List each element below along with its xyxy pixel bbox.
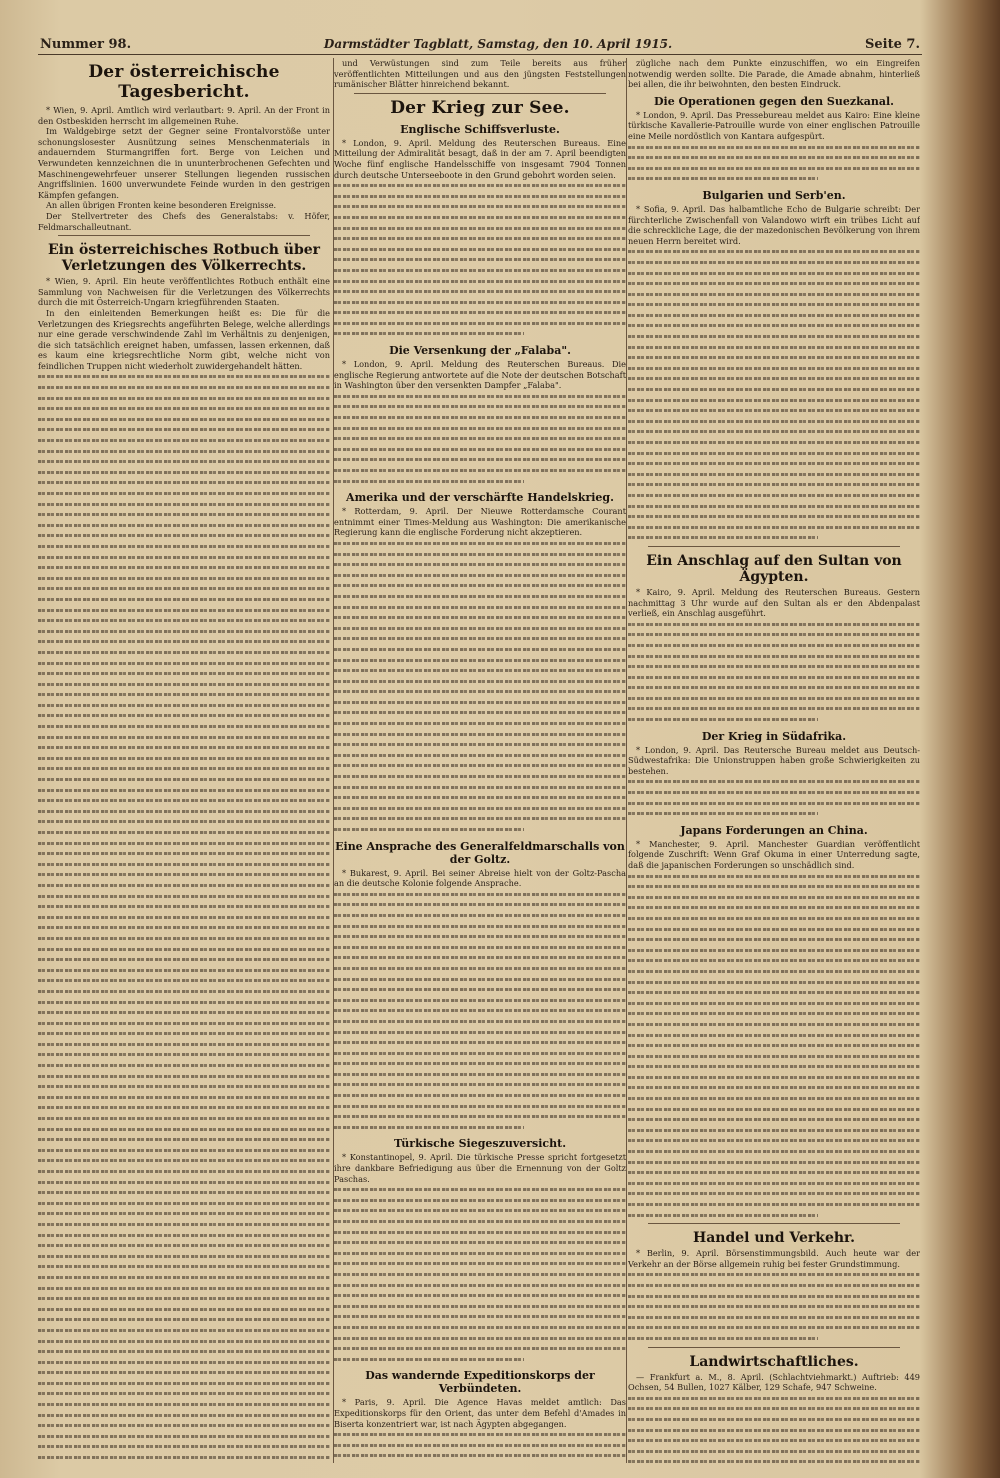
- subheadline-goltz: Eine Ansprache des Generalfeldmarschalls von der Goltz.: [335, 839, 625, 866]
- article-paragraph: — Frankfurt a. M., 8. April. (Schlachtviehmarkt.) Auftrieb: 449 Ochsen, 54 Bullen, 1027 Kälber, 129 Schafe, 947 Schweine.: [628, 1371, 920, 1393]
- article-paragraph: * Paris, 9. April. Die Agence Havas meldet amtlich: Das Expeditionskorps für den Orient, das unter dem Befehl d'Amades in Biserta konzentriert war, ist nach Ägypten abgegangen.: [334, 1397, 626, 1429]
- subheadline-falaba: Die Versenkung der „Falaba".: [389, 344, 571, 358]
- column-2: [334, 58, 626, 1463]
- article-signature: Der Stellvertreter des Chefs des Generalstabs: v. Höfer, Feldmarschalleutnant.: [38, 210, 330, 232]
- section-separator: [354, 93, 606, 94]
- body-text-block: [628, 776, 920, 818]
- subheadline-expeditionskorps: Das wandernde Expeditionskorps der Verbündeten.: [365, 1369, 595, 1396]
- headline-handel: Handel und Verkehr.: [693, 1230, 855, 1247]
- section-separator: [648, 1223, 900, 1224]
- body-text-block: [628, 142, 920, 184]
- subheadline-tuerkische: Türkische Siegeszuversicht.: [393, 1137, 567, 1151]
- article-paragraph: * Manchester, 9. April. Manchester Guardian veröffentlicht folgende Zuschrift: Wenn Graf Okuma in einer Unterredung sagte, daß die japanischen Forderungen so unschädlich sind.: [628, 838, 920, 870]
- column-1: [38, 58, 330, 1463]
- body-text-block: [628, 1269, 920, 1343]
- article-paragraph: * London, 9. April. Meldung des Reuterschen Bureaus. Eine Mitteilung der Admiralität besagt, daß in der am 7. April beendigten Woche fünf englische Handelsschiffe von insgesamt 7904 Tonnen durch deutsche Unterseeboote in den Grund gebohrt worden seien.: [334, 137, 626, 180]
- issue-number: Nummer 98.: [40, 36, 132, 52]
- article-paragraph: zügliche nach dem Punkte einzuschiffen, wo ein Eingreifen notwendig werden sollte. Die Parade, die Amade abnahm, hinterließ bei allen, die ihr beiwohnten, den besten Eindruck.: [628, 58, 920, 90]
- body-text-block: [334, 1429, 626, 1463]
- headline-rotbuch: Ein österreichisches Rotbuch über Verletzungen des Völkerrechts.: [47, 242, 321, 275]
- body-text-block: [334, 889, 626, 1133]
- subheadline-suezkanal: Die Operationen gegen den Suezkanal.: [654, 94, 894, 108]
- subheadline-japan-china: Japans Forderungen an China.: [680, 823, 868, 837]
- page-header: [40, 34, 920, 54]
- page-number: Seite 7.: [865, 36, 920, 52]
- article-paragraph: * Sofia, 9. April. Das halbamtliche Echo de Bulgarie schreibt: Der fürchterliche Zwischenfall von Valandowo wirft ein trübes Licht auf die schreckliche Lage, die der mazedonischen Bevölkerung von ihrem neuen Herrn bereitet wird.: [628, 203, 920, 246]
- section-separator: [648, 546, 900, 547]
- headline-austrian-report: Der österreichische Tagesbericht.: [88, 62, 280, 102]
- body-text-block: [628, 246, 920, 543]
- article-paragraph: * London, 9. April. Meldung des Reuterschen Bureaus. Die englische Regierung antwortete auf die Note der deutschen Botschaft in Washington über den versenkten Dampfer „Falaba".: [334, 359, 626, 391]
- column-divider-2: [626, 58, 627, 1463]
- headline-krieg-zur-see: Der Krieg zur See.: [390, 97, 570, 118]
- article-paragraph: In den einleitenden Bemerkungen heißt es: Die für die Verletzungen des Kriegsrechts angeführten Belege, welche allerdings nur eine gerade verschwindende Zahl im Verhältnis zu denjenigen, die sich tatsächlich ereignet haben, umfassen, lassen erkennen, daß es kaum eine kriegsrechtliche Norm gibt, welche nicht von feindlichen Truppen nicht wiederholt zuwidergehandelt hätten.: [38, 307, 330, 371]
- subheadline-bulgarien: Bulgarien und Serb'en.: [702, 188, 846, 202]
- article-paragraph: und Verwüstungen sind zum Teile bereits aus früher veröffentlichten Mitteilungen und aus den jüngsten Feststellungen rumänischer Blätter hinreichend bekannt.: [334, 58, 626, 90]
- article-paragraph: * Konstantinopel, 9. April. Die türkische Presse spricht fortgesetzt ihre dankbare Befriedigung aus über die Ernennung von der Goltz Paschas.: [334, 1152, 626, 1184]
- article-paragraph: * Rotterdam, 9. April. Der Nieuwe Rotterdamsche Courant entnimmt einer Times-Meldung aus Washington: Die amerikanische Regierung kann die englische Forderung nicht akzeptieren.: [334, 506, 626, 538]
- body-text-block: [334, 391, 626, 486]
- subheadline-amerika: Amerika und der verschärfte Handelskrieg.: [346, 491, 614, 505]
- article-paragraph: * London, 9. April. Das Pressebureau meldet aus Kairo: Eine kleine türkische Kavallerie-Patrouille wurde von einer englischen Patrouille eine Meile nordöstlich von Kantara aufgespürt.: [628, 109, 920, 141]
- article-paragraph: * Wien, 9. April. Ein heute veröffentlichtes Rotbuch enthält eine Sammlung von Nachweisen für die Verletzungen des Völkerrechts durch die mit Österreich-Ungarn kriegführenden Staaten.: [38, 276, 330, 308]
- column-3: [628, 58, 920, 1463]
- body-text-block: [628, 1393, 920, 1463]
- body-text-block: [334, 1184, 626, 1364]
- article-paragraph: Im Waldgebirge setzt der Gegner seine Frontalvorstöße unter schonungslosester Ausnützung seines Menschenmaterials in andauerndem Sturmangriffen fort. Berge von Leichen und Verwundeten kennzeichnen die in ununterbrochenen Gefechten und Maschinengewehrfeuer unserer Stellungen liegenden russischen Angriffslinien. 1600 unverwundete Feinde wurden in den gestrigen Kämpfen gefangen.: [38, 126, 330, 200]
- masthead-date: Darmstädter Tagblatt, Samstag, den 10. April 1915.: [323, 37, 673, 51]
- body-text-block: [334, 180, 626, 339]
- section-separator: [648, 1347, 900, 1348]
- article-paragraph: * Wien, 9. April. Amtlich wird verlautbart: 9. April. An der Front in den Ostbeskiden herrscht im allgemeinen Ruhe.: [38, 105, 330, 126]
- article-paragraph: * Bukarest, 9. April. Bei seiner Abreise hielt von der Goltz-Pascha an die deutsche Kolonie folgende Ansprache.: [334, 867, 626, 889]
- headline-sultan: Ein Anschlag auf den Sultan von Ägypten.: [646, 552, 902, 585]
- section-separator: [58, 235, 310, 236]
- body-text-block: [334, 538, 626, 835]
- article-paragraph: * Kairo, 9. April. Meldung des Reuterschen Bureaus. Gestern nachmittag 3 Uhr wurde auf den Sultan als er den Abdenpalast verließ, ein Anschlag ausgeführt.: [628, 586, 920, 619]
- article-paragraph: * London, 9. April. Das Reutersche Bureau meldet aus Deutsch-Südwestafrika: Die Unionstruppen haben große Schwierigkeiten zu bestehen.: [628, 744, 920, 776]
- headline-landwirtschaft: Landwirtschaftliches.: [689, 1353, 859, 1370]
- subheadline-suedafrika: Der Krieg in Südafrika.: [701, 729, 847, 743]
- body-text-block: [628, 871, 920, 1221]
- article-paragraph: * Berlin, 9. April. Börsenstimmungsbild. Auch heute war der Verkehr an der Börse allgemein ruhig bei fester Grundstimmung.: [628, 1248, 920, 1269]
- article-paragraph: An allen übrigen Fronten keine besonderen Ereignisse.: [46, 200, 277, 211]
- subheadline-schiffsverluste: Englische Schiffsverluste.: [400, 122, 560, 136]
- body-text-block: [628, 619, 920, 725]
- header-rule: [38, 54, 922, 55]
- body-text-block: [38, 371, 330, 1463]
